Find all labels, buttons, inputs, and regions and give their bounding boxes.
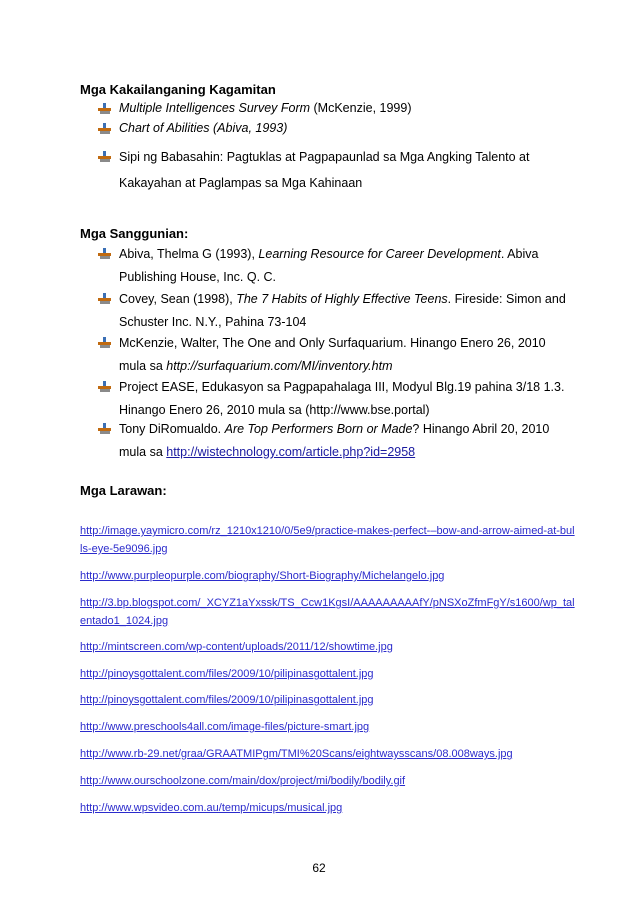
image-link[interactable]: http://www.purpleopurple.com/biography/Short-Biography/Michelangelo.jpg [80,570,445,582]
reference-item: McKenzie, Walter, The One and Only Surfaquarium. Hinango Enero 26, 2010 mula sa http://surfaquarium.com/MI/inventory.htm [98,332,568,378]
bullet-icon [98,337,112,349]
bullet-icon [98,381,112,393]
image-link[interactable]: http://pinoysgottalent.com/files/2009/10/pilipinasgottalent.jpg [80,694,374,706]
item-italic: Multiple Intelligences Survey Form [119,101,311,115]
reference-item: Tony DiRomualdo. Are Top Performers Born or Made? Hinango Abril 20, 2010 mula sa http://wistechnology.com/article.php?id=2958 [98,418,568,464]
image-link[interactable]: http://pinoysgottalent.com/files/2009/10/pilipinasgottalent.jpg [80,668,374,680]
bullet-icon [98,151,112,163]
images-heading: Mga Larawan: [80,483,167,498]
image-link[interactable]: http://image.yaymicro.com/rz_1210x1210/0/5e9/practice-makes-perfect-–bow-and-arrow-aimed-at-bulls-eye-5e9096.jpg [80,525,575,555]
bullet-icon [98,248,112,260]
item-italic: Chart of Abilities (Abiva, 1993) [119,121,288,135]
list-item [98,144,568,196]
reference-item: Project EASE, Edukasyon sa Pagpapahalaga III, Modyul Blg.19 pahina 3/18 1.3. Hinango Enero 26, 2010 mula sa (http://www.bse.portal) [98,376,568,422]
item-text: Sipi ng Babasahin: Pagtuklas at Pagpapaunlad sa Mga Angking Talento at Kakayahan at Paglampas sa Mga Kahinaan [119,150,530,190]
image-link[interactable]: http://www.wpsvideo.com.au/temp/micups/musical.jpg [80,802,343,814]
image-link[interactable]: http://www.ourschoolzone.com/main/dox/project/mi/bodily/bodily.gif [80,775,406,787]
image-link[interactable]: http://www.preschools4all.com/image-files/picture-smart.jpg [80,721,370,733]
list-item [98,98,568,118]
bullet-icon [98,103,112,115]
image-link[interactable]: http://3.bp.blogspot.com/_XCYZ1aYxssk/TS_Ccw1KgsI/AAAAAAAAAfY/pNSXoZfmFgY/s1600/wp_talentado1_1024.jpg [80,597,575,627]
bullet-icon [98,423,112,435]
reference-item: Abiva, Thelma G (1993), Learning Resource for Career Development. Abiva Publishing House, Inc. Q. C. [98,243,568,289]
image-link[interactable]: http://www.rb-29.net/graa/GRAATMIPgm/TMI%20Scans/eightwaysscans/08.008ways.jpg [80,748,513,760]
bullet-icon [98,123,112,135]
item-text: (McKenzie, 1999) [310,101,412,115]
image-link[interactable]: http://mintscreen.com/wp-content/uploads/2011/12/showtime.jpg [80,641,393,653]
reference-item: Covey, Sean (1998), The 7 Habits of Highly Effective Teens. Fireside: Simon and Schuster Inc. N.Y., Pahina 73-104 [98,288,568,334]
materials-heading: Mga Kakailanganing Kagamitan [80,82,276,97]
page-number: 62 [312,861,326,875]
list-item [98,118,568,138]
references-heading: Mga Sanggunian: [80,226,189,241]
reference-link[interactable]: http://wistechnology.com/article.php?id=2958 [166,445,416,459]
bullet-icon [98,293,112,305]
